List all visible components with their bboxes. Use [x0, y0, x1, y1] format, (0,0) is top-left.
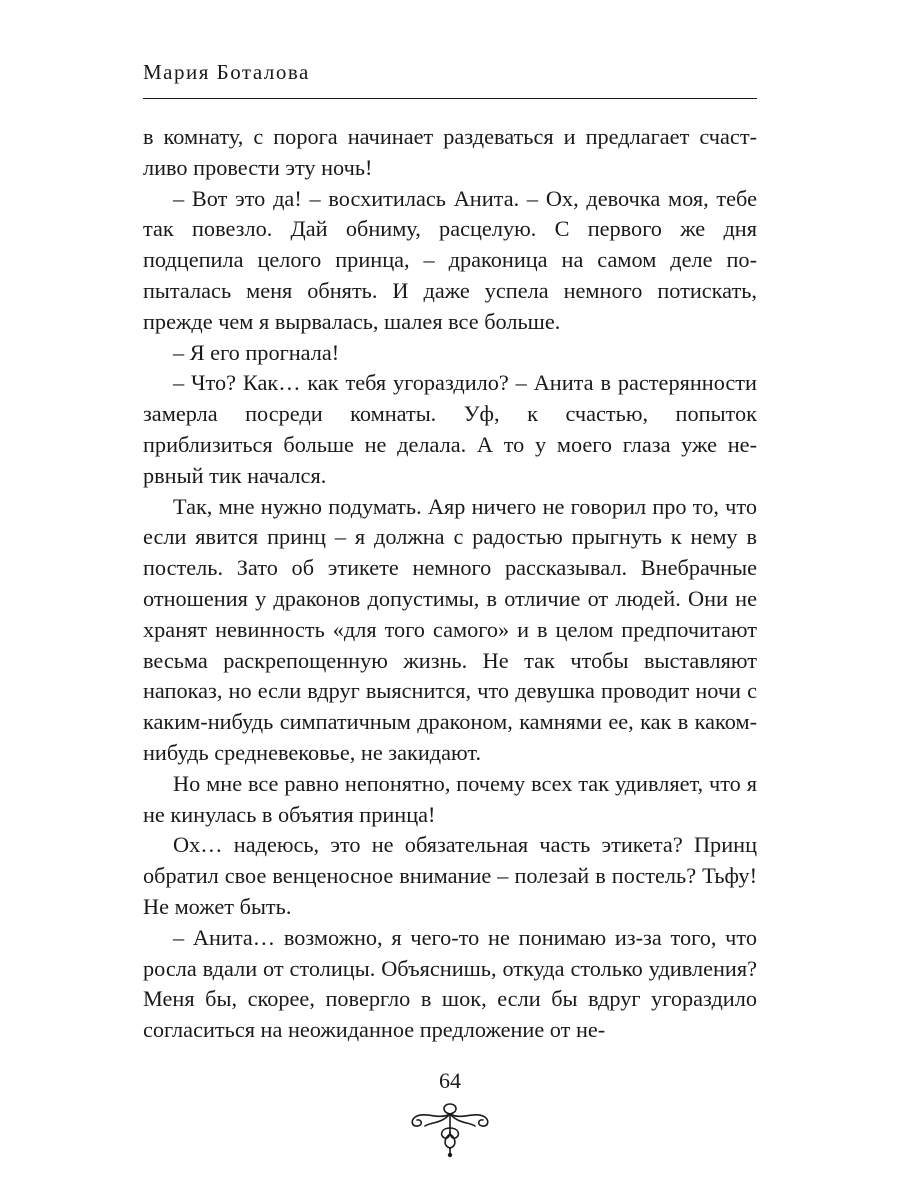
paragraph: – Что? Как… как тебя угораздило? – Анита в растерянности замерла посреди комнаты. Уф, к счастью, попыток приблизиться больше не делала. А то у моего глаза уже нервный тик начался.: [143, 370, 757, 488]
header-rule: [143, 98, 757, 99]
paragraph: Ох… надеюсь, это не обязательная часть этикета? Принц обратил свое венценосное внимание – полезай в постель? Тьфу! Не может быть.: [143, 832, 757, 919]
flourish-ornament-icon: [405, 1098, 495, 1158]
paragraph: – Я его прогнала!: [173, 339, 340, 365]
paragraph: – Анита… возможно, я чего-то не понимаю из-за того, что росла вдали от столицы. Объяснишь, откуда столько удивления? Меня бы, скорее, повергло в шок, если бы вдруг угораздило согласиться на неожиданное предложение от не-: [143, 924, 757, 1043]
paragraph: Но мне все равно непонятно, почему всех так удивляет, что я не кинулась в объятия принца!: [143, 770, 757, 827]
running-head-author: Мария Боталова: [143, 60, 310, 84]
paragraph: в комнату, с порога начинает раздеваться и предлагает счастливо провести эту ночь!: [143, 124, 757, 180]
page-number: 64: [439, 1068, 461, 1093]
body-text: [143, 122, 757, 1046]
paragraph: Так, мне нужно подумать. Аяр ничего не говорил про то, что если явится принц – я должна с радостью прыгнуть к нему в постель. Зато об этикете немного рассказывал. Внебрачные отношения у драконов допустимы, в отличие от людей. Они не хранят невинность «для того самого» и в целом предпочитают весьма раскрепощенную жизнь. Не так чтобы выставляют напоказ, но если вдруг выяснится, что девушка проводит ночи с каким-нибудь симпатичным драконом, камнями ее, как в каком-нибудь средневековье, не закидают.: [143, 493, 757, 765]
paragraph: – Вот это да! – восхитилась Анита. – Ох, девочка моя, тебе так повезло. Дай обниму, расцелую. С первого же дня подцепила целого принца, – драконица на самом деле попыталась меня обнять. И даже успела немного потискать, прежде чем я вырвалась, шалея все больше.: [143, 185, 757, 334]
